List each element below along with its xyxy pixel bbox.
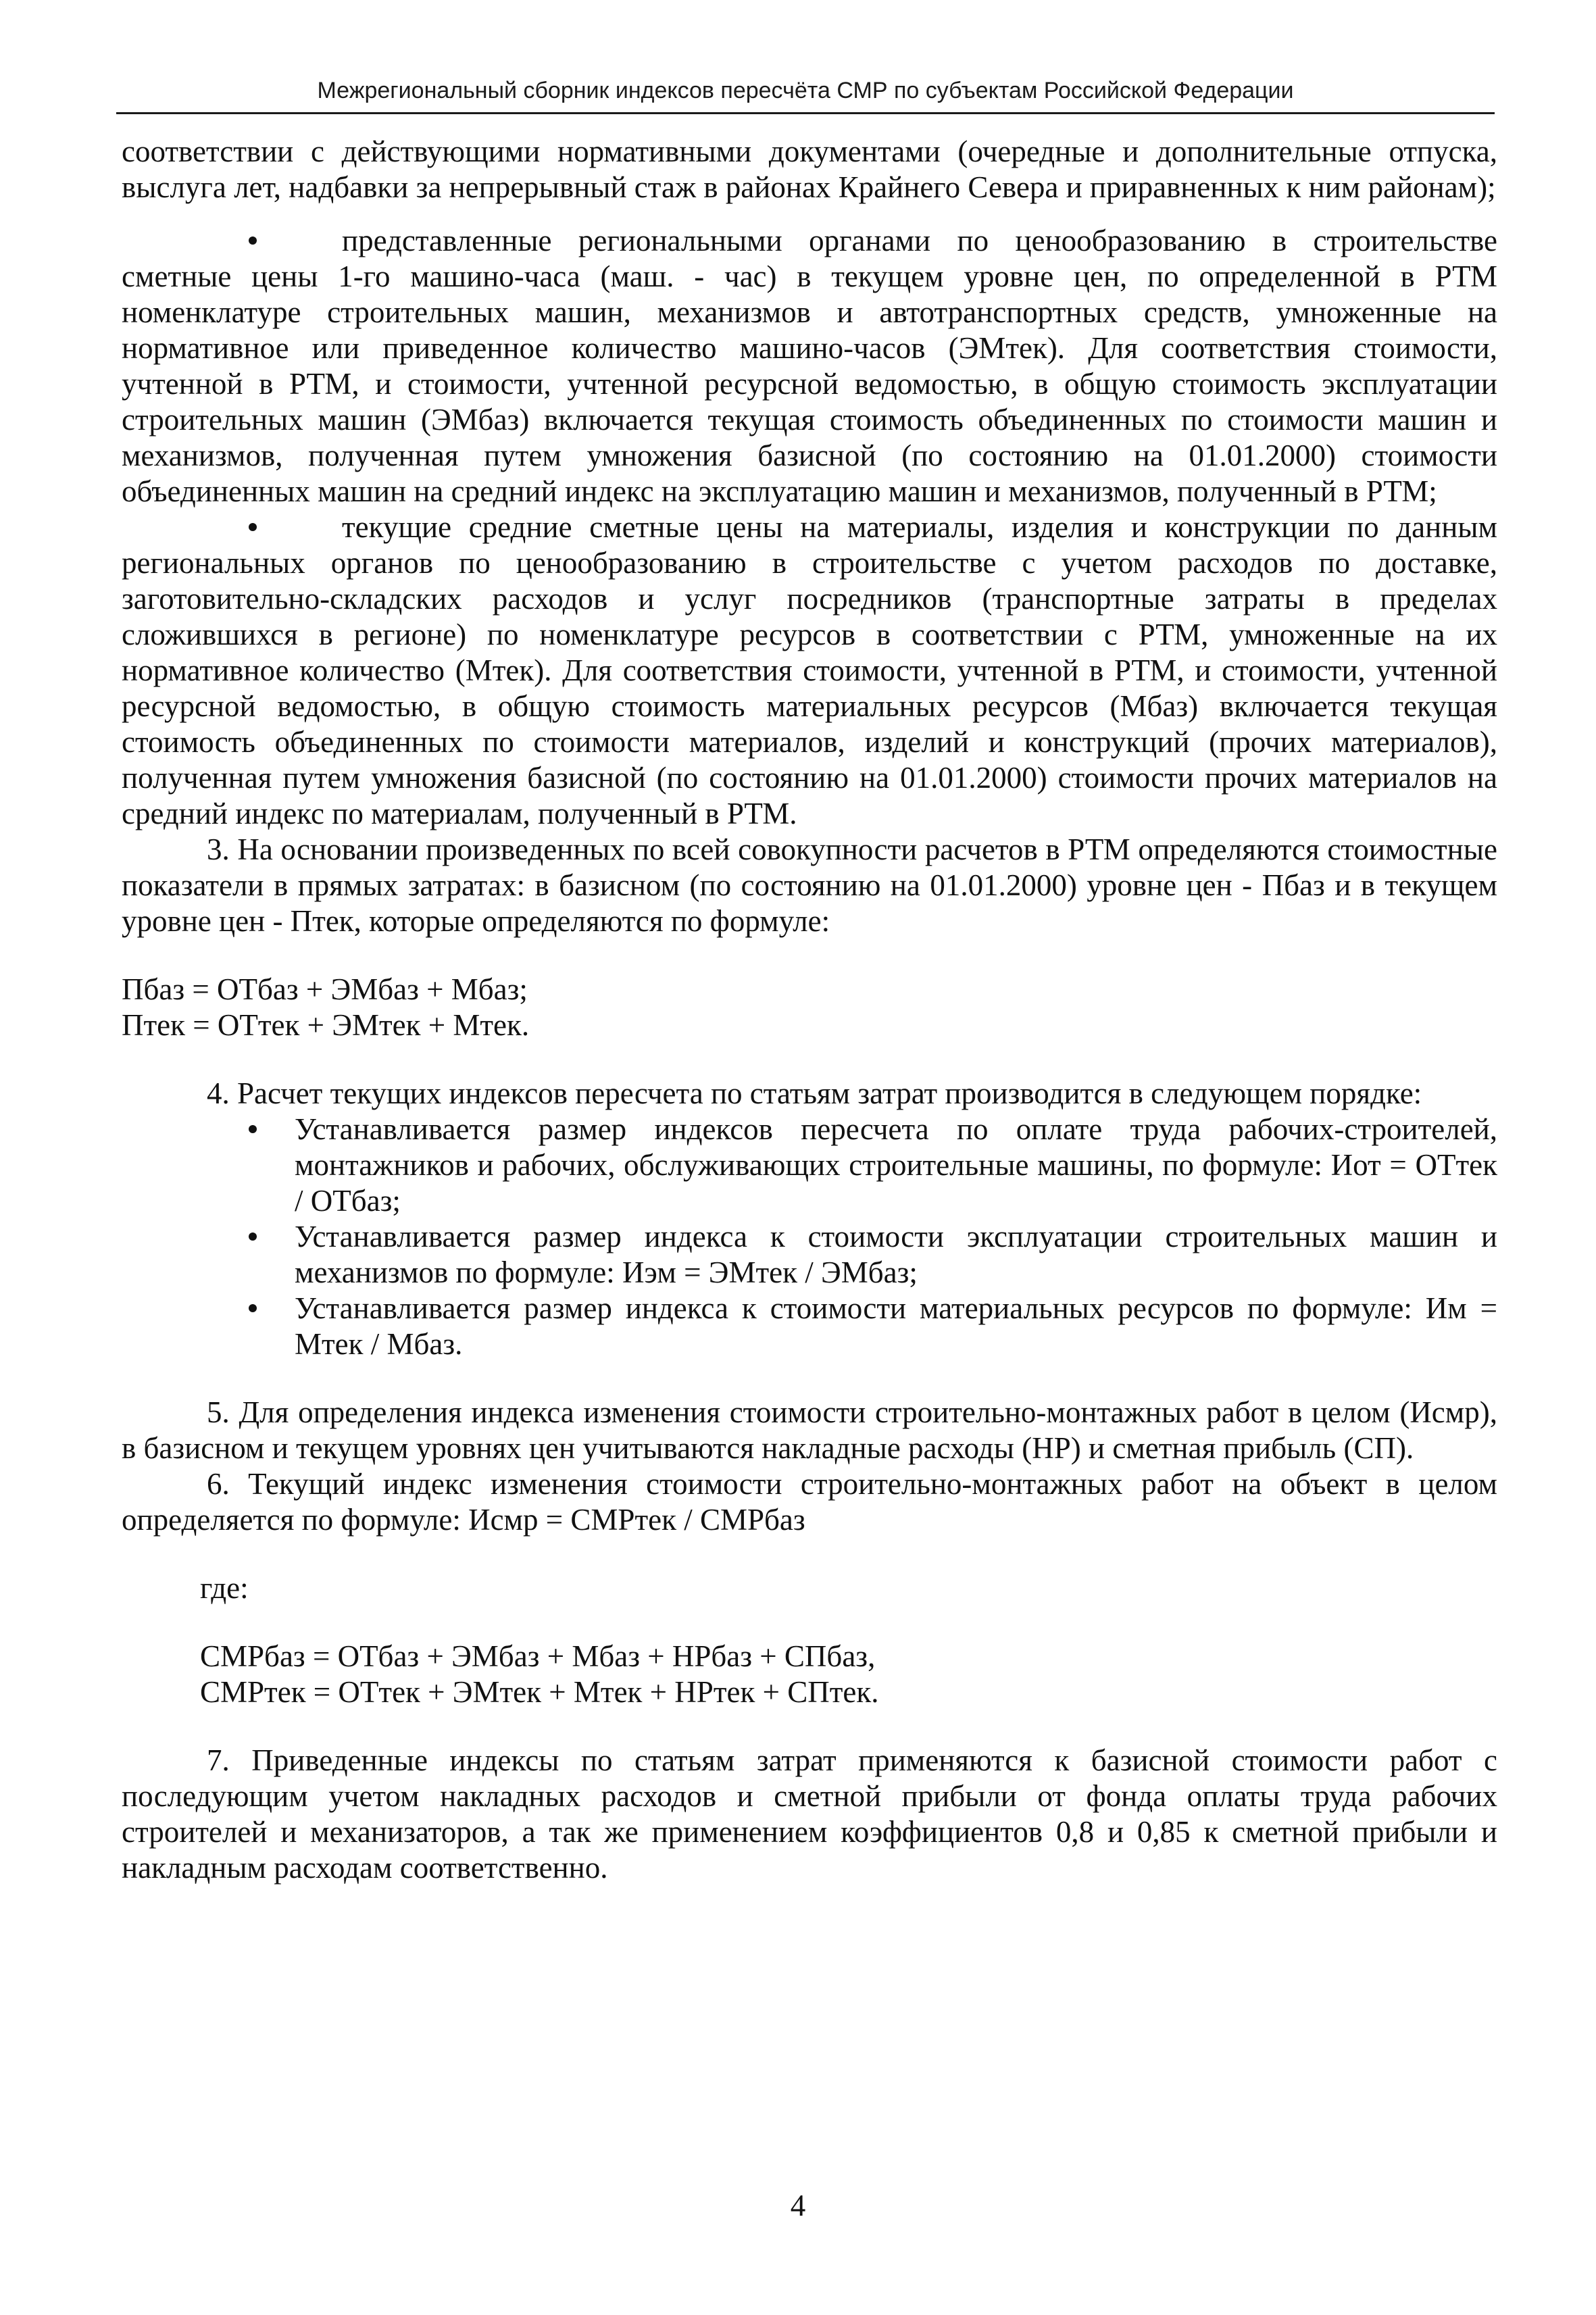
bullet-icon (249, 523, 257, 531)
bullet-icon (249, 237, 257, 245)
list-item-text: Устанавливается размер индекса к стоимости материальных ресурсов по формуле: Им = Мтек / Мбаз. (295, 1291, 1497, 1361)
formula-smrbaz: СМРбаз = ОТбаз + ЭМбаз + Мбаз + НРбаз + СПбаз, (200, 1639, 876, 1673)
where-label: где: (200, 1571, 249, 1605)
index-formula-list (122, 1112, 1497, 1362)
spacer (122, 1710, 1497, 1743)
paragraph-4: 4. Расчет текущих индексов пересчета по статьям затрат производится в следующем порядке: (207, 1076, 1422, 1110)
paragraph-3: 3. На основании произведенных по всей совокупности расчетов в РТМ определяются стоимостные показатели в прямых затратах: в базисном (по состоянию на 01.01.2000) уровне цен - Пбаз и в текущем уровне цен - Птек, которые определяются по формуле: (122, 832, 1497, 938)
bullet-materials-text: текущие средние сметные цены на материалы, изделия и конструкции по данным региональных органов по ценообразованию в строительстве с учетом расходов по доставке, заготовительно-складских расходов и услуг посредников (транспортные затраты в пределах сложившихся в регионе) по номенклатуре ресурсов в соответствии с РТМ, умноженные на их нормативное количество (Мтек). Для соответствия стоимости, учтенной в РТМ, и стоимости, учтенной ресурсной ведомостью, в общую стоимость материальных ресурсов (Мбаз) включается текущая стоимость объединенных по стоимости материалов, изделий и конструкций (прочих материалов), полученная путем умножения базисной (по состоянию на 01.01.2000) стоимости прочих материалов на средний индекс по материалам, полученный в РТМ. (122, 510, 1497, 830)
list-item-text: Устанавливается размер индексов пересчета по оплате труда рабочих-строителей, монтажников и рабочих, обслуживающих строительные машины, по формуле: Иот = ОТтек / ОТбаз; (295, 1112, 1497, 1218)
bullet-icon (249, 1233, 257, 1241)
spacer (122, 1538, 1497, 1570)
list-item-text: Устанавливается размер индекса к стоимости эксплуатации строительных машин и механизмов по формуле: Иэм = ЭМтек / ЭМбаз; (295, 1220, 1497, 1289)
bullet-icon (249, 1304, 257, 1312)
list-item (122, 1291, 1497, 1362)
paragraph-5: 5. Для определения индекса изменения стоимости строительно-монтажных работ в целом (Исмр), в базисном и текущем уровнях цен учитываются накладные расходы (НР) и сметная прибыль (СП). (122, 1395, 1497, 1465)
running-header: Межрегиональный сборник индексов пересчёта СМР по субъектам Российской Федерации (317, 78, 1294, 103)
bullet-paragraph-materials (122, 509, 1497, 832)
spacer (122, 1043, 1497, 1076)
spacer (122, 1362, 1497, 1395)
bullet-machines-text: представленные региональными органами по ценообразованию в строительстве сметные цены 1-го машино-часа (маш. - час) в текущем уровне цен, по определенной в РТМ номенклатуре строительных машин, механизмов и автотранспортных средств, умноженные на нормативное или приведенное количество машино-часов (ЭМтек). Для соответствия стоимости, учтенной в РТМ, и стоимости, учтенной ресурсной ведомостью, в общую стоимость эксплуатации строительных машин (ЭМбаз) включается текущая стоимость объединенных по стоимости машин и механизмов, полученная путем умножения базисной (по состоянию на 01.01.2000) стоимости объединенных машин на средний индекс на эксплуатацию машин и механизмов, полученный в РТМ; (122, 224, 1497, 508)
document-body (122, 134, 1497, 1886)
bullet-paragraph-machines (122, 223, 1497, 509)
paragraph-7: 7. Приведенные индексы по статьям затрат применяются к базисной стоимости работ с последующим учетом накладных расходов и сметной прибыли от фонда оплаты труда рабочих строителей и механизаторов, а так же применением коэффициентов 0,8 и 0,85 к сметной прибыли и накладным расходам соответственно. (122, 1743, 1497, 1885)
formula-smrtek: СМРтек = ОТтек + ЭМтек + Мтек + НРтек + СПтек. (200, 1675, 879, 1709)
bullet-icon (249, 1125, 257, 1133)
page-number: 4 (790, 2189, 806, 2222)
formula-ptek: Птек = ОТтек + ЭМтек + Мтек. (122, 1008, 530, 1042)
intro-paragraph: соответствии с действующими нормативными документами (очередные и дополнительные отпуска, выслуга лет, надбавки за непрерывный стаж в районах Крайнего Севера и приравненных к ним районам); (122, 134, 1497, 204)
list-item (122, 1112, 1497, 1219)
spacer (122, 939, 1497, 972)
formula-pbaz: Пбаз = ОТбаз + ЭМбаз + Мбаз; (122, 972, 528, 1006)
paragraph-6: 6. Текущий индекс изменения стоимости строительно-монтажных работ на объект в целом определяется по формуле: Исмр = СМРтек / СМРбаз (122, 1467, 1497, 1537)
spacer (122, 1606, 1497, 1639)
spacer (122, 205, 1497, 223)
list-item (122, 1219, 1497, 1291)
header-rule (116, 112, 1495, 114)
